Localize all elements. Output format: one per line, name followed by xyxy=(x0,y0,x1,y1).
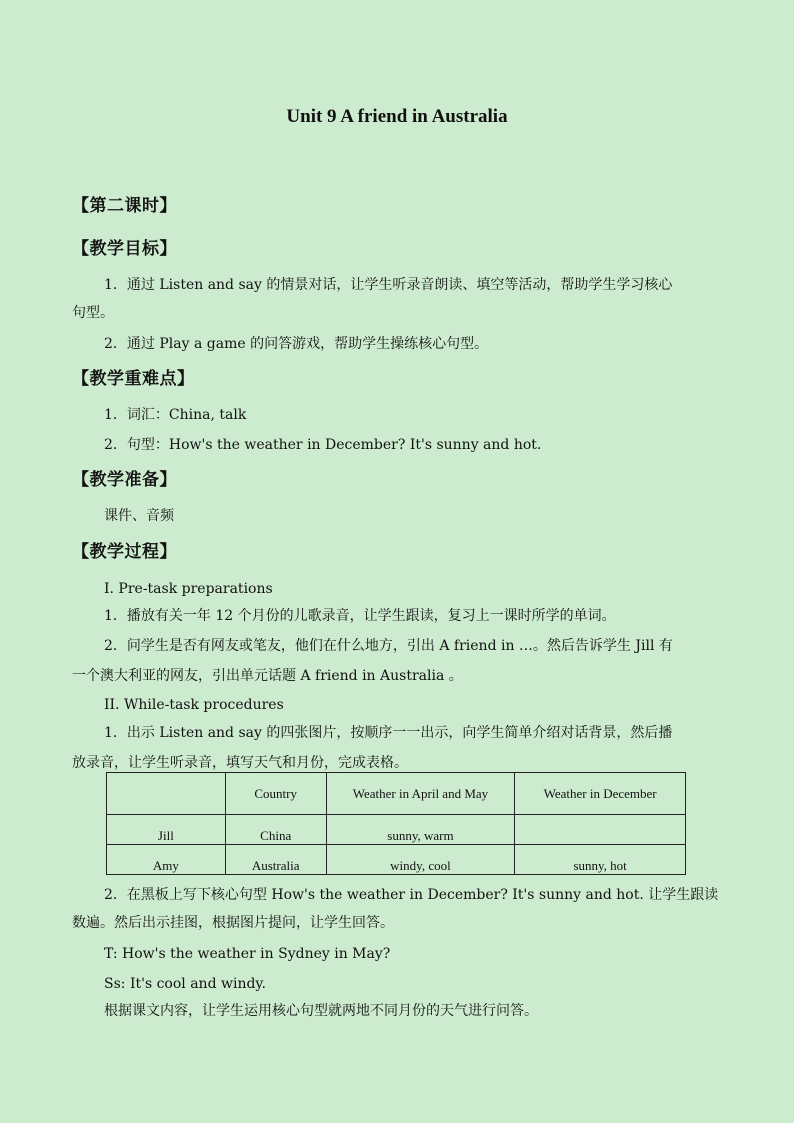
table-header-cell: Weather in April and May xyxy=(326,773,515,815)
while-task-2-line-2: 数遍。然后出示挂图，根据图片提问，让学生回答。 xyxy=(72,915,394,931)
preparation-heading: 【教学准备】 xyxy=(72,470,177,490)
document-title: Unit 9 A friend in Australia xyxy=(286,106,508,127)
closing-text: 根据课文内容，让学生运用核心句型就两地不同月份的天气进行问答。 xyxy=(104,1003,538,1019)
key-points-heading: 【教学重难点】 xyxy=(72,369,195,389)
pre-task-2-line-2: 一个澳大利亚的网友，引出单元话题 A friend in Australia 。 xyxy=(72,668,463,684)
pre-task-2-line-1: 2．问学生是否有网友或笔友，他们在什么地方，引出 A friend in …。然后告诉学生 Jill 有 xyxy=(104,638,673,654)
table-cell: Amy xyxy=(107,845,226,875)
while-task-title: II. While-task procedures xyxy=(104,697,284,713)
table-cell: China xyxy=(225,815,326,845)
table-row xyxy=(107,815,686,845)
objective-1-line-1: 1．通过 Listen and say 的情景对话，让学生听录音朗读、填空等活动，帮助学生学习核心 xyxy=(104,277,673,293)
while-task-2-line-1: 2．在黑板上写下核心句型 How's the weather in December? It's sunny and hot. 让学生跟读 xyxy=(104,887,719,903)
table-cell: windy, cool xyxy=(326,845,515,875)
dialog-teacher: T: How's the weather in Sydney in May? xyxy=(104,946,391,962)
lesson-heading: 【第二课时】 xyxy=(72,196,177,216)
dialog-students: Ss: It's cool and windy. xyxy=(104,976,266,992)
table-header-cell: Country xyxy=(225,773,326,815)
while-task-1-line-1: 1．出示 Listen and say 的四张图片，按顺序一一出示，向学生简单介绍对话背景，然后播 xyxy=(104,725,673,741)
table-row xyxy=(107,845,686,875)
table-header-row xyxy=(107,773,686,815)
table-cell: Australia xyxy=(225,845,326,875)
pre-task-1: 1．播放有关一年 12 个月份的儿歌录音，让学生跟读，复习上一课时所学的单词。 xyxy=(104,608,616,624)
objective-1-line-2: 句型。 xyxy=(72,305,114,321)
key-point-2: 2．句型：How's the weather in December? It's sunny and hot. xyxy=(104,437,542,453)
table-header-cell: Weather in December xyxy=(515,773,686,815)
table-cell: Jill xyxy=(107,815,226,845)
key-point-1: 1．词汇：China, talk xyxy=(104,407,247,423)
table-cell: sunny, hot xyxy=(515,845,686,875)
objectives-heading: 【教学目标】 xyxy=(72,239,177,259)
weather-table xyxy=(106,772,686,875)
table-cell: sunny, warm xyxy=(326,815,515,845)
process-heading: 【教学过程】 xyxy=(72,542,177,562)
preparation-text: 课件、音频 xyxy=(104,508,174,524)
objective-2: 2．通过 Play a game 的问答游戏，帮助学生操练核心句型。 xyxy=(104,336,489,352)
pre-task-title: I. Pre-task preparations xyxy=(104,581,273,597)
while-task-1-line-2: 放录音，让学生听录音，填写天气和月份，完成表格。 xyxy=(72,755,408,771)
table-header-cell xyxy=(107,773,226,815)
table-cell xyxy=(515,815,686,845)
